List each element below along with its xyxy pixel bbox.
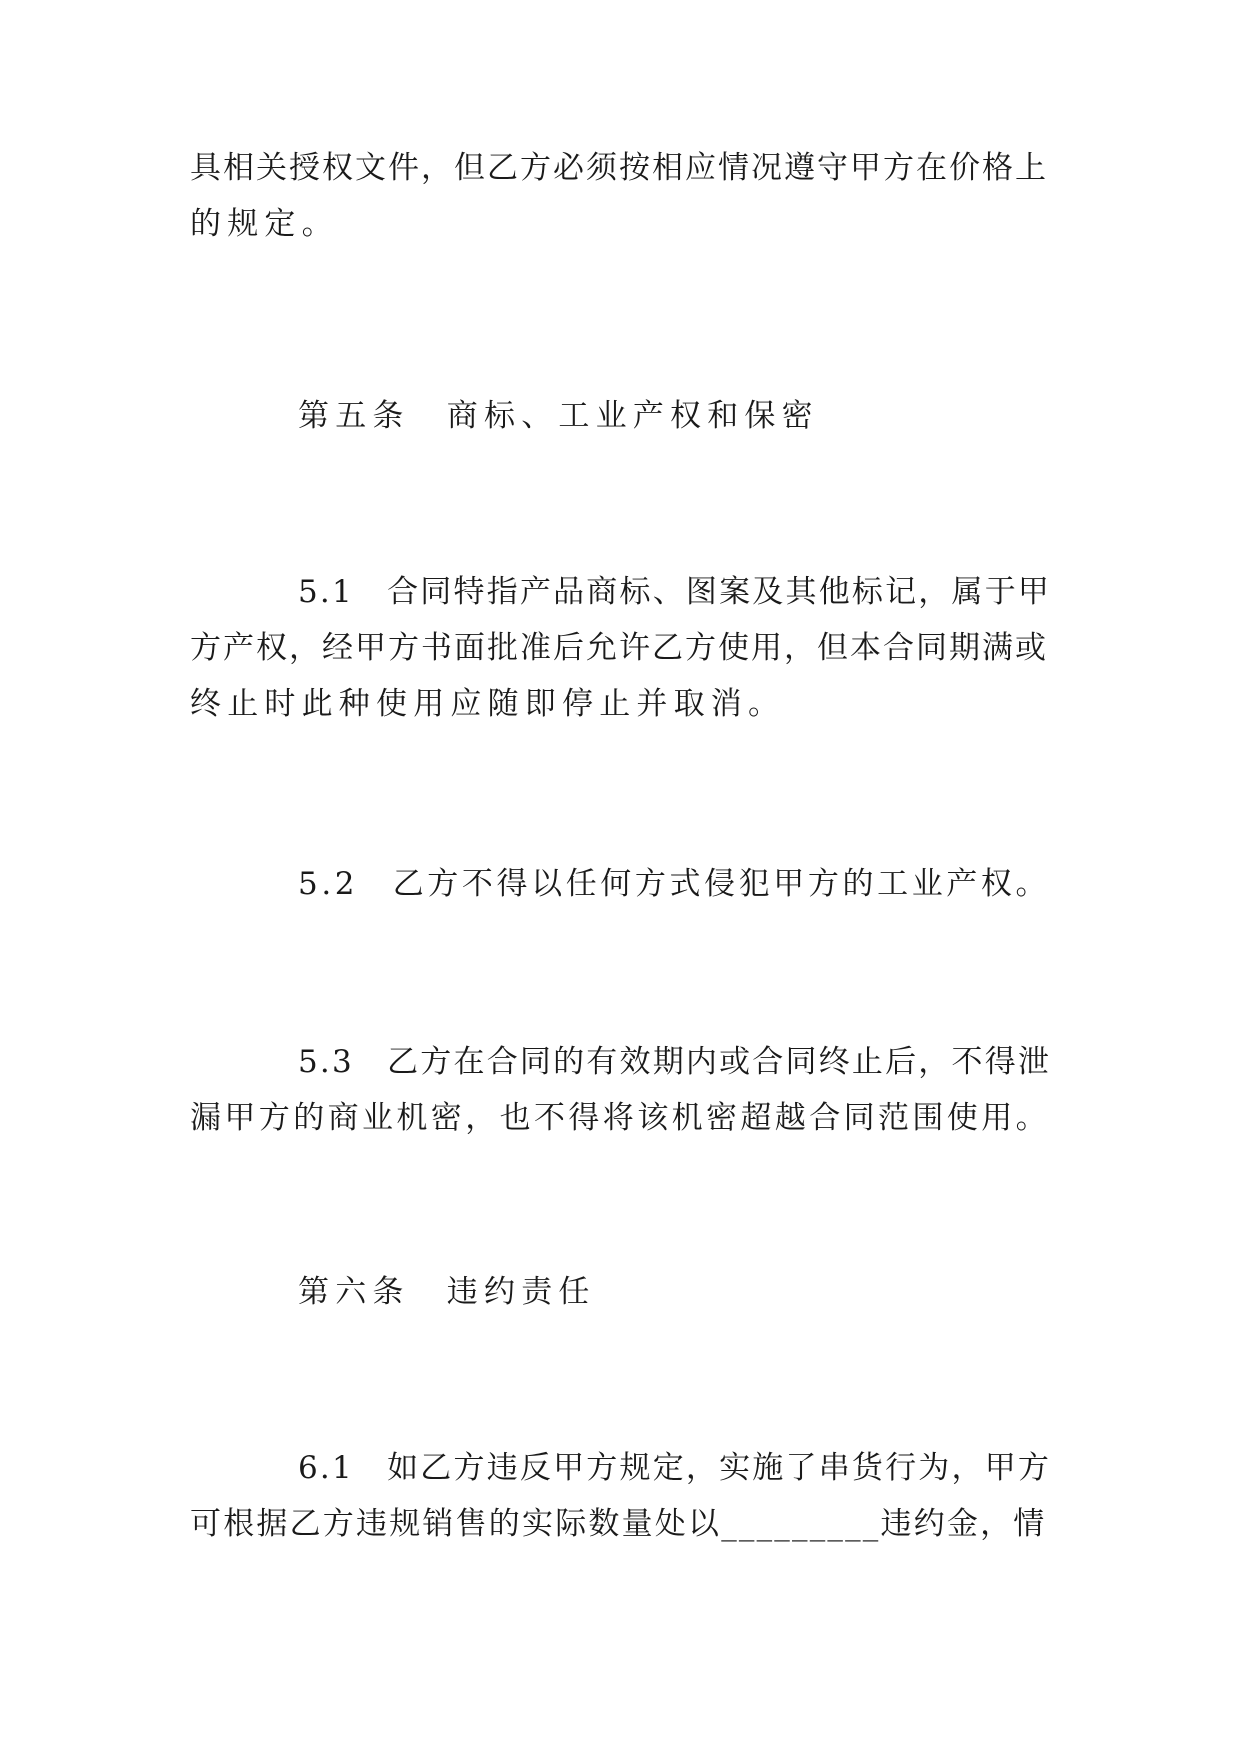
clause-line: 可根据乙方违规销售的实际数量处以_________违约金，情: [190, 1506, 1047, 1542]
clause-line: 终止时此种使用应随即停止并取消。: [190, 686, 786, 722]
article-heading: 第六条 违约责任: [298, 1274, 596, 1310]
paragraph-line: 的规定。: [190, 206, 339, 242]
clause-line: 方产权，经甲方书面批准后允许乙方使用，但本合同期满或: [190, 630, 1048, 666]
clause-line: 5.2 乙方不得以任何方式侵犯甲方的工业产权。: [298, 866, 1051, 902]
paragraph-line: 具相关授权文件，但乙方必须按相应情况遵守甲方在价格上: [190, 150, 1048, 186]
clause-line: 5.1 合同特指产品商标、图案及其他标记，属于甲: [298, 574, 1052, 610]
clause-line: 6.1 如乙方违反甲方规定，实施了串货行为，甲方: [298, 1450, 1052, 1486]
clause-line: 漏甲方的商业机密，也不得将该机密超越合同范围使用。: [190, 1100, 1050, 1136]
article-heading: 第五条 商标、工业产权和保密: [298, 398, 819, 434]
clause-line: 5.3 乙方在合同的有效期内或合同终止后，不得泄: [298, 1044, 1052, 1080]
